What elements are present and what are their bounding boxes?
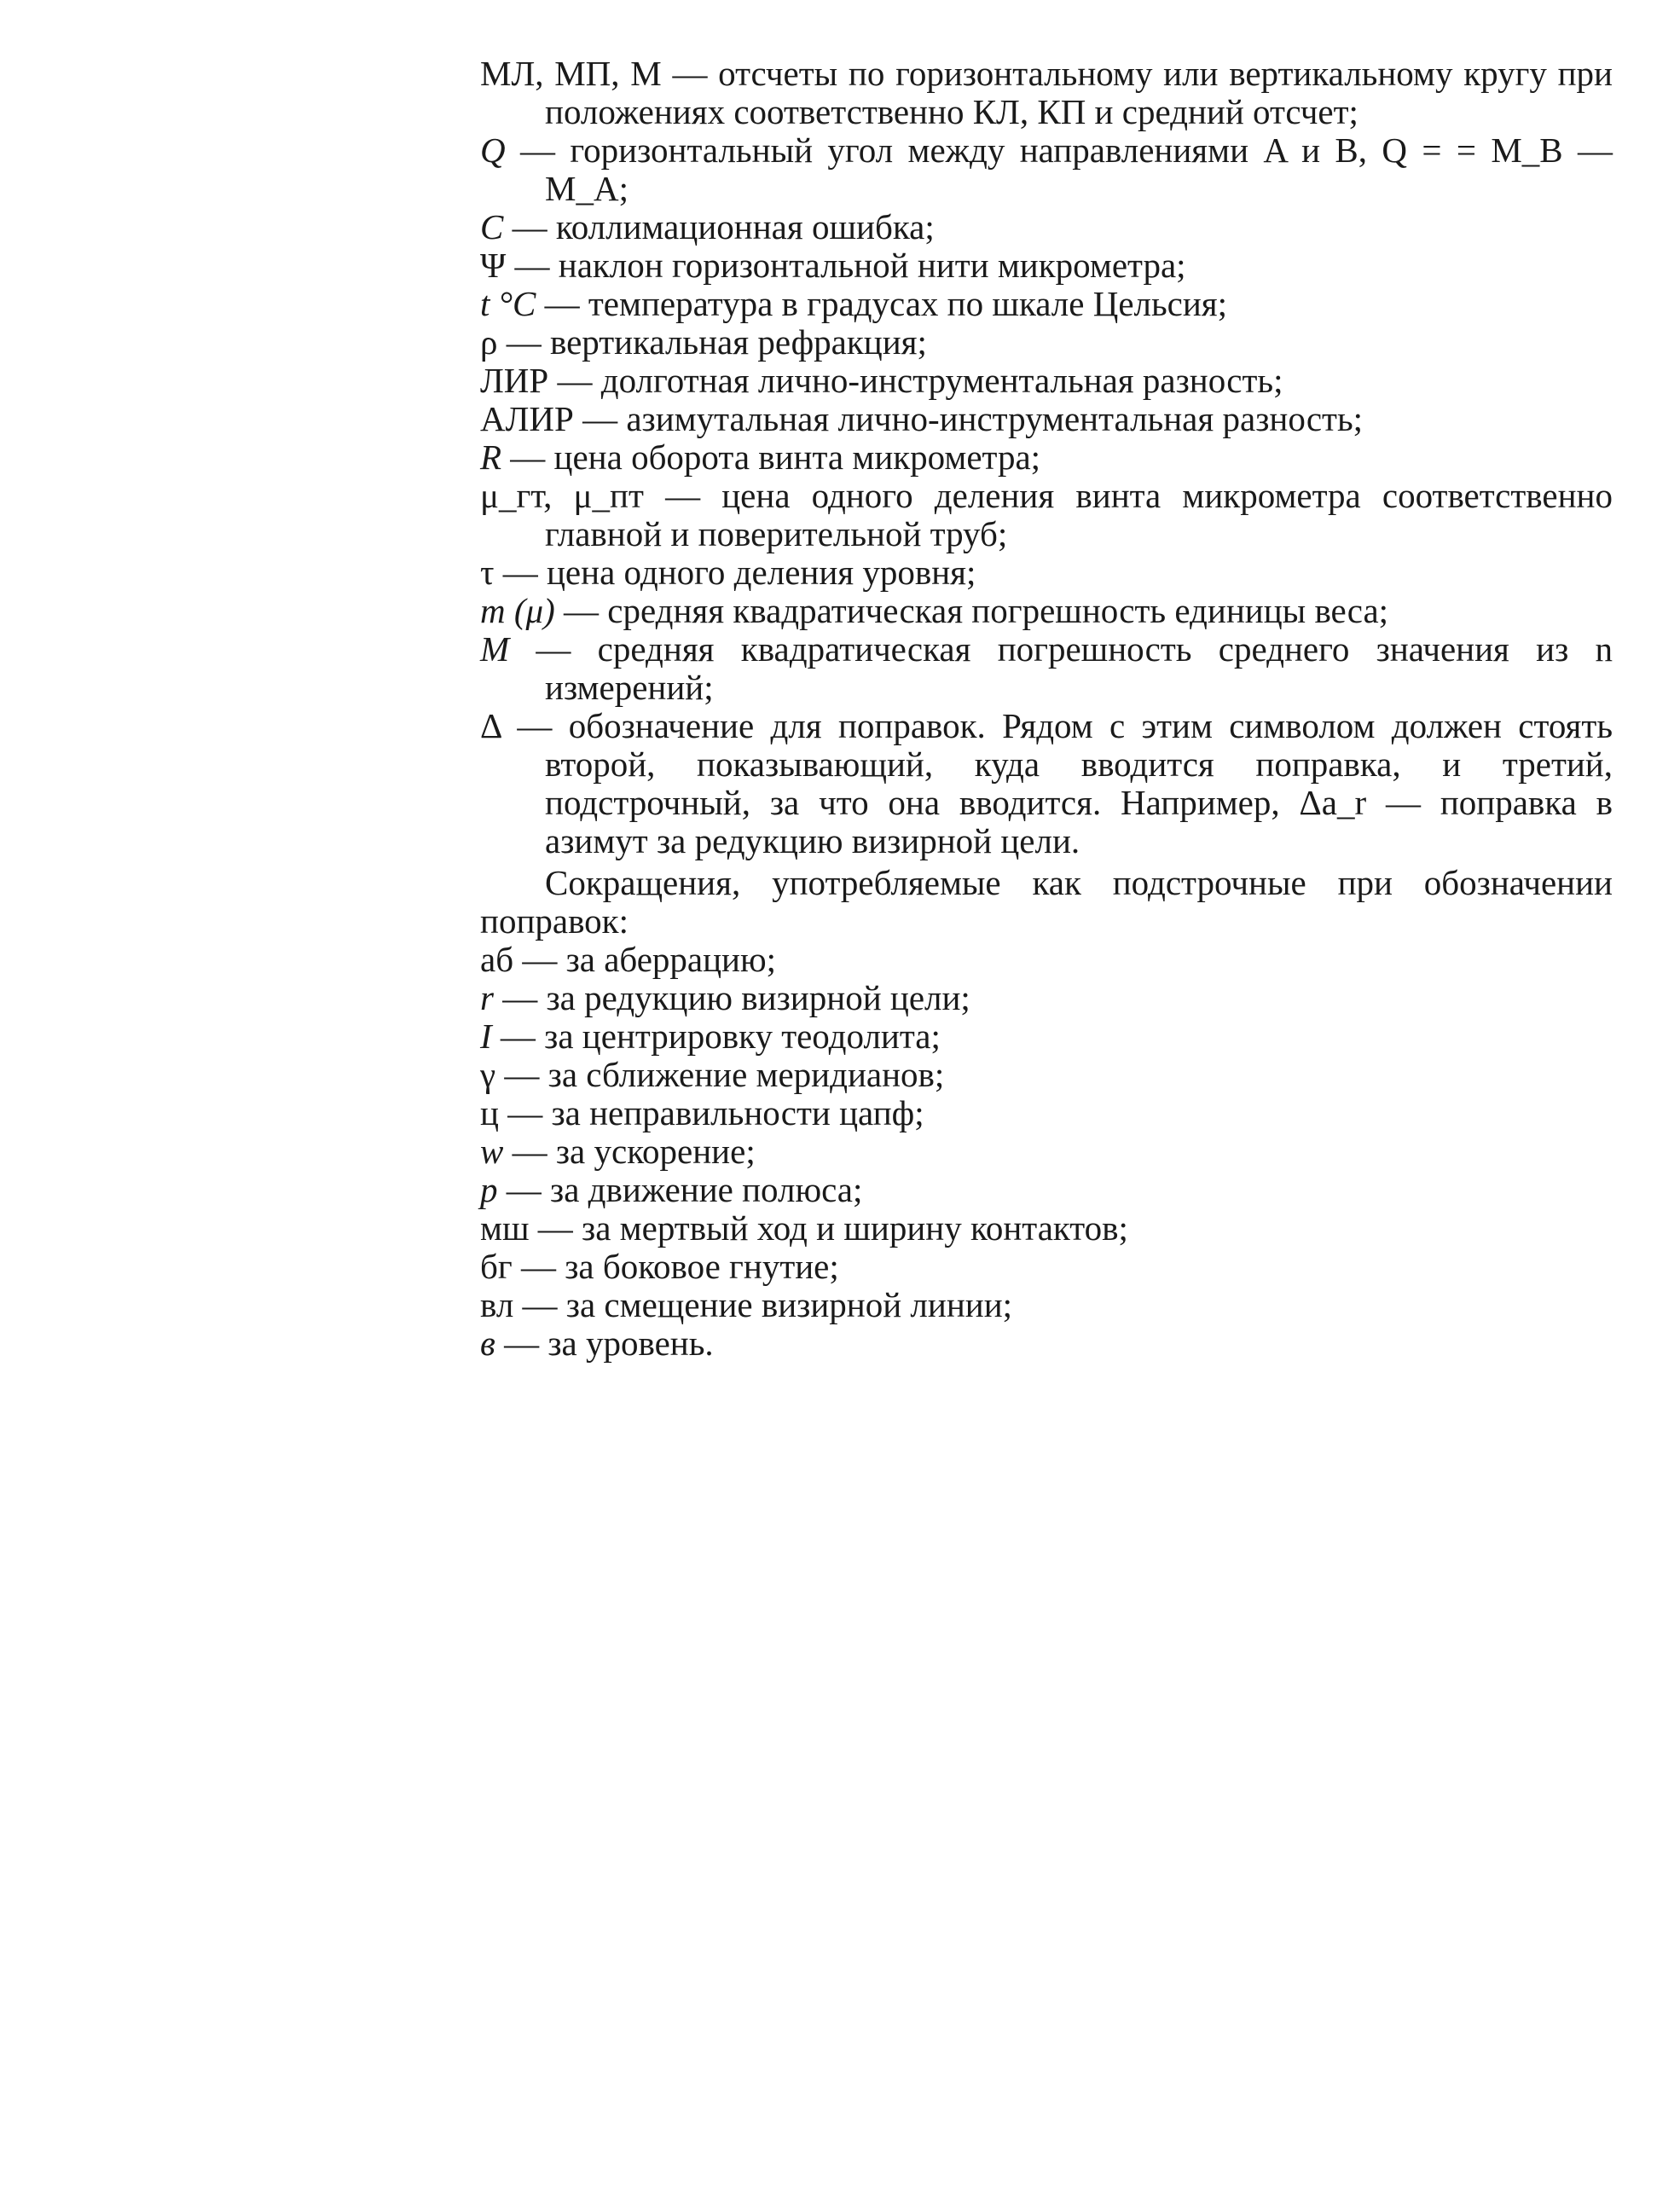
abbreviation-entry xyxy=(480,1324,1613,1363)
notation-symbol: Q xyxy=(480,130,506,170)
notation-entry xyxy=(480,208,1613,246)
abbreviation-symbol: I xyxy=(480,1017,492,1056)
notation-entry xyxy=(480,323,1613,362)
abbreviation-text: за мертвый ход и ширину контактов; xyxy=(582,1208,1128,1248)
abbreviation-symbol: бг xyxy=(480,1247,513,1286)
notation-entry xyxy=(480,477,1613,553)
abbreviation-text: за неправильности цапф; xyxy=(551,1093,924,1132)
notation-entry xyxy=(480,438,1613,477)
dash: — xyxy=(506,322,542,362)
notation-text: температура в градусах по шкале Цельсия; xyxy=(588,284,1228,323)
abbreviation-entry xyxy=(480,941,1613,979)
dash: — xyxy=(522,1285,558,1324)
notation-symbol: Ψ xyxy=(480,246,507,285)
notation-entry xyxy=(480,630,1613,707)
notation-entry xyxy=(480,707,1613,860)
abbreviation-symbol: w xyxy=(480,1132,504,1171)
abbreviation-text: за аберрацию; xyxy=(565,940,777,979)
abbreviation-text: за уровень. xyxy=(547,1323,714,1363)
abbreviation-entry xyxy=(480,1132,1613,1171)
abbreviation-text: за ускорение; xyxy=(555,1132,756,1171)
abbreviation-symbol: вл xyxy=(480,1285,514,1324)
abbreviation-entry xyxy=(480,1248,1613,1286)
abbreviation-entry xyxy=(480,1209,1613,1248)
abbreviation-symbol: в xyxy=(480,1323,495,1363)
abbreviation-text: за редукцию визирной цели; xyxy=(546,978,970,1017)
notation-text: цена одного деления уровня; xyxy=(546,553,976,592)
notation-symbol: Δ xyxy=(480,706,501,745)
notation-text: обозначение для поправок. Рядом с этим символом должен стоять второй, показывающий, куда вводится поправка, и третий, подстрочный, за что она вводится. Например, Δa_r — поправка в азимут за редукцию визирной цели. xyxy=(545,706,1613,860)
abbreviation-symbol: r xyxy=(480,978,494,1017)
notation-text: горизонтальный угол между направлениями A и B, Q = = M_B — M_A; xyxy=(545,130,1613,208)
abbreviation-list xyxy=(480,941,1613,1363)
notation-symbol: t °C xyxy=(480,284,536,323)
notation-text: отсчеты по горизонтальному или вертикальному кругу при положениях соответственно КЛ, КП и средний отсчет; xyxy=(545,54,1613,131)
dash: — xyxy=(504,1055,540,1094)
notation-entry xyxy=(480,55,1613,131)
dash: — xyxy=(672,54,708,93)
abbreviation-entry xyxy=(480,1286,1613,1324)
notation-text: цена одного деления винта микрометра соответственно главной и поверительной труб; xyxy=(545,476,1613,553)
abbreviation-symbol: аб xyxy=(480,940,514,979)
dash: — xyxy=(564,591,599,630)
notation-text: средняя квадратическая погрешность единицы веса; xyxy=(607,591,1389,630)
notation-symbol: m (μ) xyxy=(480,591,555,630)
notation-text: наклон горизонтальной нити микрометра; xyxy=(558,246,1186,285)
abbreviation-symbol: мш xyxy=(480,1208,530,1248)
notation-entry xyxy=(480,246,1613,285)
notation-entry xyxy=(480,362,1613,400)
abbreviation-text: за движение полюса; xyxy=(550,1170,863,1209)
dash: — xyxy=(517,706,553,745)
notation-symbol: μ_гт, μ_пт xyxy=(480,476,644,515)
notation-symbol: C xyxy=(480,207,504,246)
notation-entry xyxy=(480,592,1613,630)
abbreviation-entry xyxy=(480,979,1613,1017)
notation-symbol: R xyxy=(480,437,502,477)
abbreviation-symbol: γ xyxy=(480,1055,496,1094)
dash: — xyxy=(536,629,571,669)
dash: — xyxy=(502,553,538,592)
dash: — xyxy=(582,399,618,438)
notation-text: коллимационная ошибка; xyxy=(555,207,935,246)
notation-symbol: M xyxy=(480,629,510,669)
dash: — xyxy=(512,1132,547,1171)
notation-list xyxy=(480,55,1613,1363)
notation-text: вертикальная рефракция; xyxy=(549,322,927,362)
dash: — xyxy=(537,1208,573,1248)
abbreviation-entry xyxy=(480,1056,1613,1094)
dash: — xyxy=(522,940,558,979)
dash: — xyxy=(544,284,580,323)
dash: — xyxy=(500,1017,536,1056)
dash: — xyxy=(502,978,538,1017)
notation-entry xyxy=(480,400,1613,438)
abbreviation-text: за сближение меридианов; xyxy=(547,1055,945,1094)
dash: — xyxy=(519,130,555,170)
abbreviation-text: за боковое гнутие; xyxy=(565,1247,839,1286)
notation-text: средняя квадратическая погрешность среднего значения из n измерений; xyxy=(545,629,1613,707)
notation-text: долготная лично-инструментальная разность; xyxy=(600,361,1283,400)
abbreviation-entry xyxy=(480,1171,1613,1209)
notation-entry xyxy=(480,131,1613,208)
notation-entry xyxy=(480,553,1613,592)
abbreviation-text: за центрировку теодолита; xyxy=(544,1017,941,1056)
dash: — xyxy=(557,361,593,400)
notation-symbol: τ xyxy=(480,553,495,592)
dash: — xyxy=(506,1170,542,1209)
abbreviation-symbol: p xyxy=(480,1170,498,1209)
notation-entry xyxy=(480,285,1613,323)
dash: — xyxy=(520,1247,556,1286)
notation-symbol: ρ xyxy=(480,322,498,362)
dash: — xyxy=(504,1323,540,1363)
notation-symbol: ЛИР xyxy=(480,361,549,400)
dash: — xyxy=(665,476,701,515)
notation-symbol: АЛИР xyxy=(480,399,574,438)
notation-text: цена оборота винта микрометра; xyxy=(553,437,1041,477)
dash: — xyxy=(507,1093,543,1132)
abbreviation-entry xyxy=(480,1094,1613,1132)
notation-text: азимутальная лично-инструментальная разность; xyxy=(626,399,1364,438)
dash: — xyxy=(512,207,547,246)
abbreviation-entry xyxy=(480,1017,1613,1056)
dash: — xyxy=(514,246,550,285)
abbreviation-text: за смещение визирной линии; xyxy=(565,1285,1013,1324)
abbreviations-intro: Сокращения, употребляемые как подстрочные при обозначении поправок: xyxy=(480,863,1613,941)
notation-symbol: МЛ, МП, М xyxy=(480,54,662,93)
abbreviation-symbol: ц xyxy=(480,1093,499,1132)
dash: — xyxy=(510,437,546,477)
